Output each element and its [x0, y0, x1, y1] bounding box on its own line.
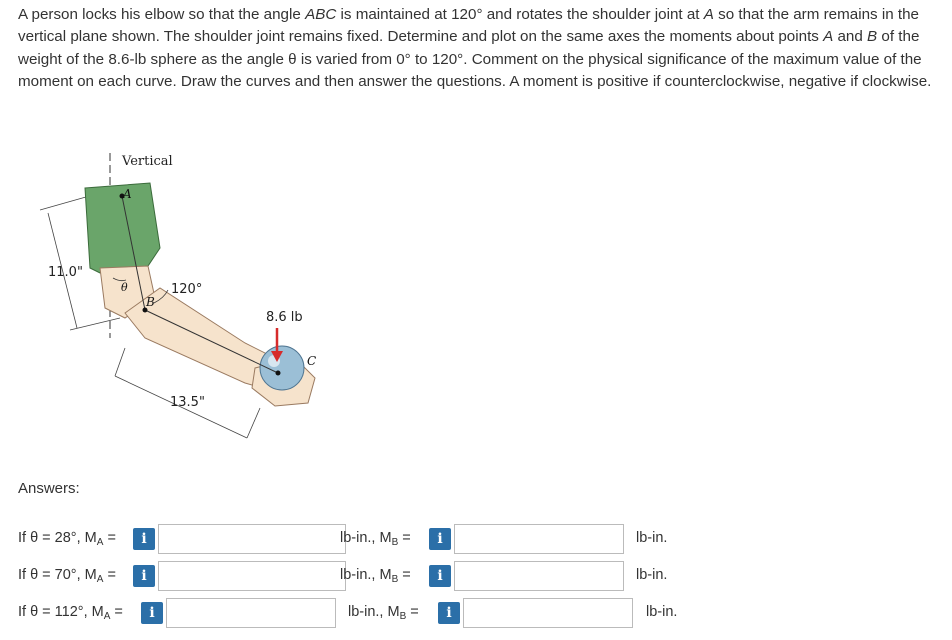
point-c-dot [276, 371, 281, 376]
mid-text: lb-in., M [340, 530, 392, 546]
equals-sign: = [103, 530, 116, 546]
info-icon[interactable]: i [133, 565, 155, 587]
forearm-length: 13.5" [170, 395, 205, 410]
problem-text: so that the arm remains in the vertical plane shown. The shoulder joint remains fixed. Determine and plot on the same axes the moments about points [18, 6, 920, 46]
point-c-label: C [307, 354, 317, 368]
ma-input[interactable] [166, 598, 336, 628]
info-icon[interactable]: i [438, 602, 460, 624]
problem-text: is maintained at 120° and rotates the shoulder joint at [336, 6, 704, 23]
prompt-text: If θ = 70°, M [18, 567, 97, 583]
mid-text: lb-in., M [348, 604, 400, 620]
unit-label: lb-in. [636, 530, 668, 546]
problem-text: A person locks his elbow so that the angle [18, 6, 306, 23]
equals-sign: = [406, 604, 419, 620]
info-icon[interactable]: i [141, 602, 163, 624]
mb-input[interactable] [463, 598, 633, 628]
ma-input[interactable] [158, 561, 346, 591]
ma-input[interactable] [158, 524, 346, 554]
info-icon[interactable]: i [133, 528, 155, 550]
prompt-text: If θ = 28°, M [18, 530, 97, 546]
prompt-text: If θ = 112°, M [18, 604, 104, 620]
point-b-label: B [146, 295, 155, 309]
unit-label: lb-in. [646, 604, 678, 620]
dim-extension-forearm-c [247, 408, 260, 438]
answers-label: Answers: [18, 480, 80, 497]
mb-input[interactable] [454, 561, 624, 591]
row-prompt [18, 567, 116, 585]
subscript-b: B [391, 537, 399, 548]
vertical-label: Vertical [122, 154, 173, 169]
info-icon[interactable]: i [429, 528, 451, 550]
subscript-b: B [391, 574, 399, 585]
angle-abc: ABC [305, 6, 337, 23]
mb-input[interactable] [454, 524, 624, 554]
elbow-angle-label: 120° [171, 282, 203, 297]
equals-sign: = [103, 567, 116, 583]
row-prompt [18, 604, 123, 622]
subscript-b: B [399, 611, 407, 622]
equals-sign: = [110, 604, 123, 620]
row-prompt [18, 530, 116, 548]
problem-text: of the weight of the 8.6-lb sphere as the angle θ is varied from 0° to 120°. Comment on the physical significance of the maximum value of the moment on each curve. Draw the curves and then answer the questions. A moment is positive if counterclockwise, negative if clockwise. [18, 28, 932, 91]
subscript-a: A [103, 611, 111, 622]
weight-label: 8.6 lb [266, 310, 303, 325]
problem-statement [18, 4, 943, 94]
row-mid [340, 530, 411, 548]
upper-arm-length: 11.0" [48, 265, 83, 280]
subscript-a: A [96, 537, 104, 548]
point-a-ref: A [823, 28, 834, 46]
dim-extension-bottom [70, 318, 120, 330]
unit-label: lb-in. [636, 567, 668, 583]
equals-sign: = [398, 530, 411, 546]
point-b-ref: B [867, 28, 878, 46]
mid-text: lb-in., M [340, 567, 392, 583]
subscript-a: A [96, 574, 104, 585]
equals-sign: = [398, 567, 411, 583]
row-mid [348, 604, 419, 622]
point-a-label: A [123, 187, 132, 201]
point-a-ref: A [703, 6, 714, 23]
info-icon[interactable]: i [429, 565, 451, 587]
problem-text: and [833, 28, 868, 46]
dim-extension-forearm-b [115, 348, 125, 376]
theta-label: θ [121, 281, 128, 294]
row-mid [340, 567, 411, 585]
arm-figure [30, 148, 360, 448]
